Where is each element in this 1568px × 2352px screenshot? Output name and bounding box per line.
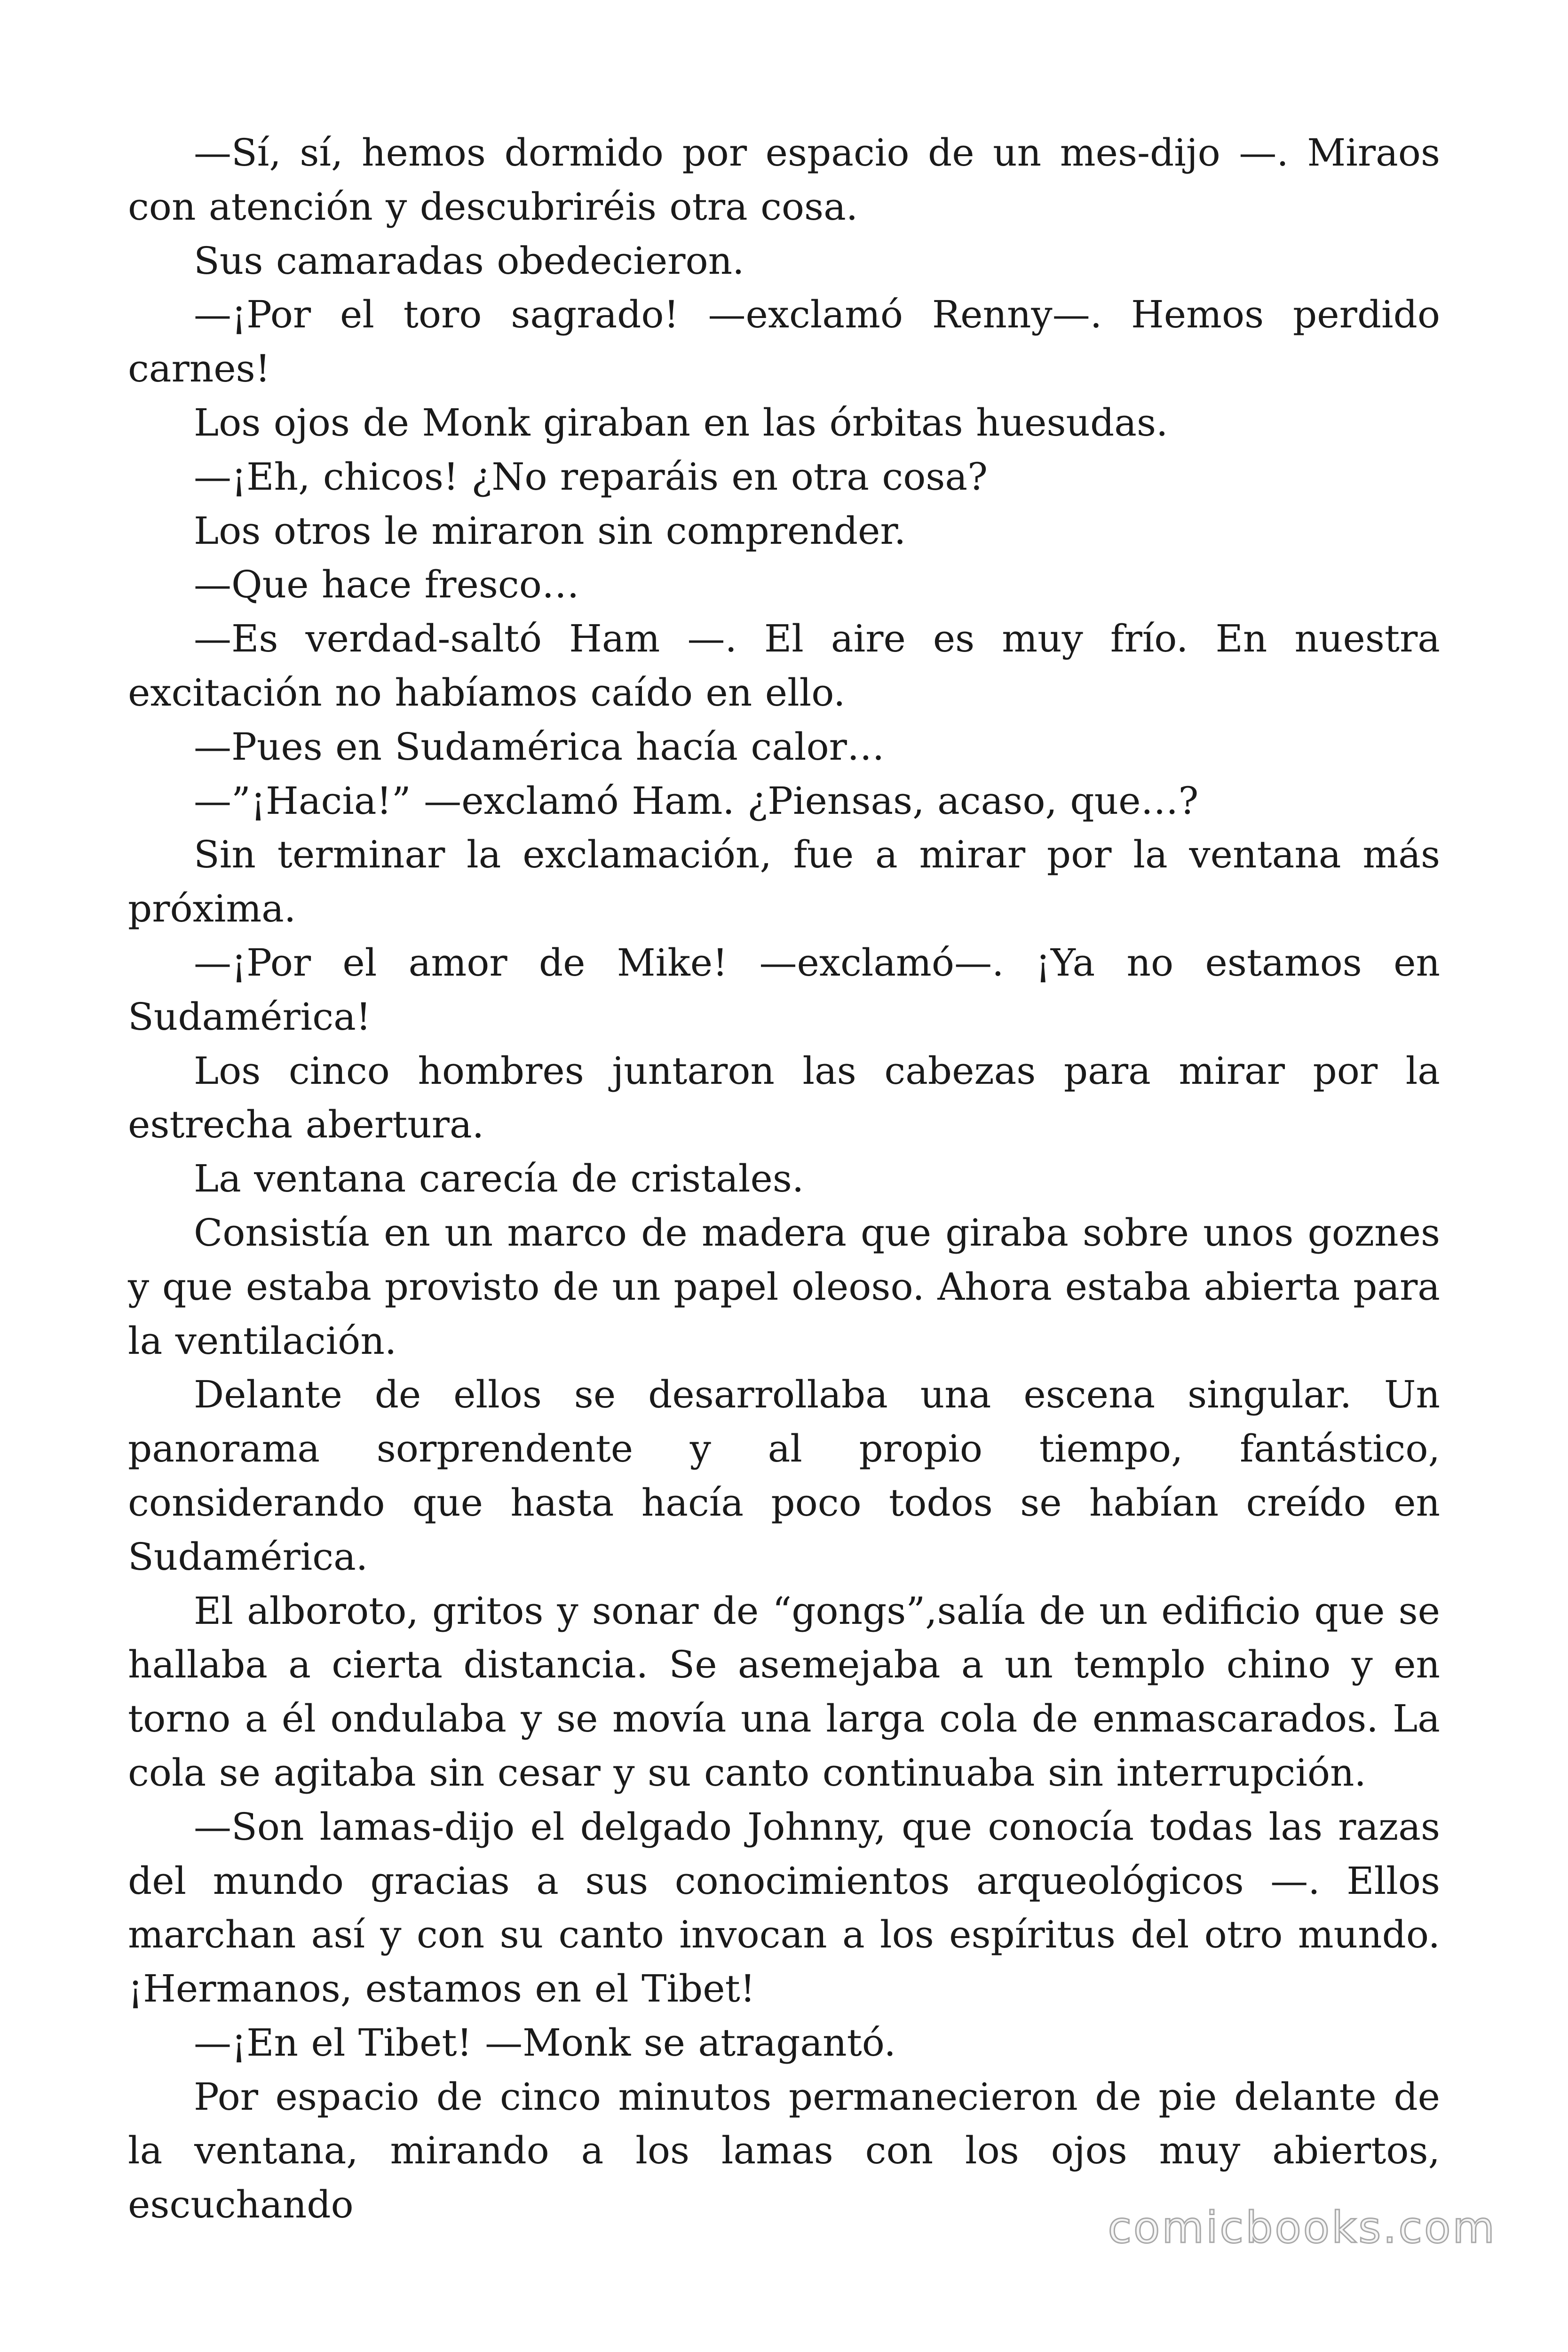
paragraph: —Que hace fresco… — [194, 563, 579, 607]
paragraph: Los cinco hombres juntaron las cabezas para mirar por la estrecha abertura. — [128, 1049, 1440, 1147]
paragraph: La ventana carecía de cristales. — [194, 1157, 804, 1201]
paragraph: Los otros le miraron sin comprender. — [194, 509, 906, 553]
paragraph: Delante de ellos se desarrollaba una escena singular. Un panorama sorprendente y al propio tiempo, fantástico, considerando que hasta hacía poco todos se habían creído en Sudamérica. — [128, 1373, 1440, 1579]
paragraph: Sus camaradas obedecieron. — [194, 238, 744, 283]
paragraph: —¡En el Tibet! —Monk se atragantó. — [194, 2020, 896, 2065]
paragraph: —¡Por el amor de Mike! —exclamó—. ¡Ya no estamos en Sudamérica! — [128, 940, 1440, 1039]
body-text — [128, 126, 1440, 2232]
paragraph: El alboroto, gritos y sonar de “gongs”,salía de un edificio que se hallaba a cierta distancia. Se asemejaba a un templo chino y en torno a él ondulaba y se movía una larga cola de enmascarados. La cola se agitaba sin cesar y su canto continuaba sin interrupción. — [128, 1589, 1440, 1795]
paragraph: —Son lamas-dijo el delgado Johnny, que conocía todas las razas del mundo gracias a sus conocimientos arqueológicos —. Ellos marchan así y con su canto invocan a los espíritus del otro mundo. ¡Hermanos, estamos en el Tibet! — [128, 1804, 1440, 2011]
paragraph: Consistía en un marco de madera que giraba sobre unos goznes y que estaba provisto de un papel oleoso. Ahora estaba abierta para la ventilación. — [128, 1210, 1440, 1363]
paragraph: Por espacio de cinco minutos permanecieron de pie delante de la ventana, mirando a los lamas con los ojos muy abiertos, escuchando — [128, 2074, 1440, 2227]
paragraph: —Sí, sí, hemos dormido por espacio de un mes-dijo —. Miraos con atención y descubriréis otra cosa. — [128, 131, 1440, 229]
paragraph: Los ojos de Monk giraban en las órbitas huesudas. — [194, 400, 1168, 445]
site-watermark: comicbooks.com — [1108, 2202, 1497, 2253]
paragraph: —¡Eh, chicos! ¿No reparáis en otra cosa? — [194, 454, 988, 499]
paragraph: —Pues en Sudamérica hacía calor… — [194, 724, 885, 769]
paragraph: Sin terminar la exclamación, fue a mirar por la ventana más próxima. — [128, 833, 1440, 931]
paragraph: —Es verdad-saltó Ham —. El aire es muy frío. En nuestra excitación no habíamos caído en ello. — [128, 617, 1440, 715]
paragraph: —¡Por el toro sagrado! —exclamó Renny—. Hemos perdido carnes! — [128, 293, 1440, 391]
paragraph: —”¡Hacia!” —exclamó Ham. ¿Piensas, acaso, que…? — [194, 779, 1199, 823]
